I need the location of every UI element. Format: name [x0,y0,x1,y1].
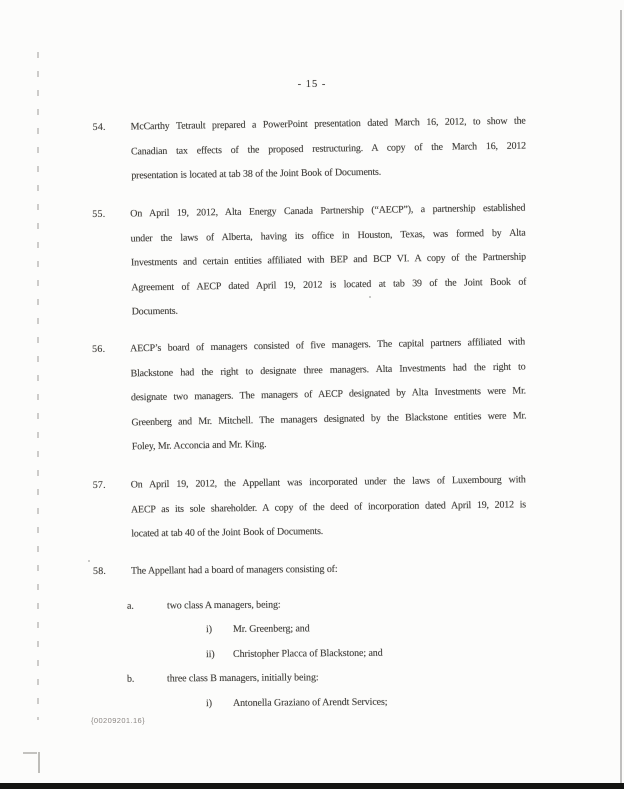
paragraph-58 [93,556,526,584]
list-item-a-ii [93,640,526,668]
paragraph-number: 54. [92,121,106,134]
paragraph-line: Foley, Mr. Acconcia and Mr. King. [131,438,267,453]
paragraph-line: AECP’s board of managers consisted of five managers. The capital partners affiliated with [130,336,526,355]
paragraph-55 [92,196,527,325]
list-marker: ii) [205,648,215,660]
scan-artifact-right-edge [620,10,622,783]
scan-artifact-binding-dashes [37,52,39,720]
paragraph-line: Blackstone had the right to designate three managers. Alta Investments had the right to [130,360,526,379]
list-item-a-i [93,616,526,644]
scan-artifact-corner-mark [38,752,40,773]
paragraph-line: located at tab 40 of the Joint Book of Documents. [131,525,324,540]
paragraph-line: presentation is located at tab 38 of the Joint Book of Documents. [131,166,382,182]
list-item-a [93,591,526,619]
paragraph-line: Greenberg and Mr. Mitchell. The managers designated by the Blackstone entities were Mr. [131,409,527,428]
paragraph-line: AECP as its sole shareholder. A copy of the deed of incorporation dated April 19, 2012 is [130,498,527,515]
page-number: - 15 - [297,79,327,90]
paragraph-line: Investments and certain entities affiliated with BEP and BCP VI. A copy of the Partnership [130,251,527,268]
scan-artifact-speck [88,560,90,562]
paragraph-text [130,196,527,324]
list-item-b [93,665,526,693]
paragraph-54 [92,110,526,190]
paragraph-line: The Appellant had a board of managers consisting of: [130,563,338,577]
scan-artifact-bottom-bar [0,783,624,789]
paragraph-number: 57. [92,479,106,491]
list-text: three class B managers, initially being: [166,672,319,685]
paragraph-line: Documents. [131,305,178,317]
scan-artifact-corner-mark [23,752,37,754]
list-marker: i) [205,624,212,636]
paragraph-line: Canadian tax effects of the proposed restructuring. A copy of the March 16, 2012 [130,140,527,157]
paragraph-text [130,110,526,189]
paragraph-text [130,330,527,459]
paragraph-text [131,556,526,584]
list-text: Mr. Greenberg; and [232,623,310,635]
paragraph-text [131,468,527,547]
document-id-stamp: {00209201.16} [91,716,146,725]
list-marker: a. [126,600,134,612]
paragraph-line: designate two managers. The managers of AECP designated by Alta Investments were Mr. [130,385,527,404]
list-text: Christopher Placca of Blackstone; and [232,647,383,660]
list-item-b-i [93,689,526,717]
paragraph-number: 55. [92,208,106,220]
document-body [93,116,526,717]
paragraph-line: Agreement of AECP dated April 19, 2012 is located at tab 39 of the Joint Book of [131,275,527,293]
paragraph-56 [92,330,527,460]
list-marker: b. [126,673,135,685]
list-text: two class A managers, being: [166,599,281,611]
list-marker: i) [205,697,212,709]
paragraph-number: 56. [92,343,106,356]
paragraph-line: McCarthy Tetrault prepared a PowerPoint presentation dated March 16, 2012, to show the [130,115,526,133]
paragraph-line: On April 19, 2012, the Appellant was incorporated under the laws of Luxembourg with [130,473,526,491]
paragraph-line: On April 19, 2012, Alta Energy Canada Partnership (“AECP”), a partnership established [130,202,526,219]
paragraph-57 [93,468,527,547]
paragraph-line: under the laws of Alberta, having its office in Houston, Texas, was formed by Alta [130,226,526,244]
paragraph-number: 58. [92,565,107,577]
list-text: Antonella Graziano of Arendt Services; [232,696,388,709]
